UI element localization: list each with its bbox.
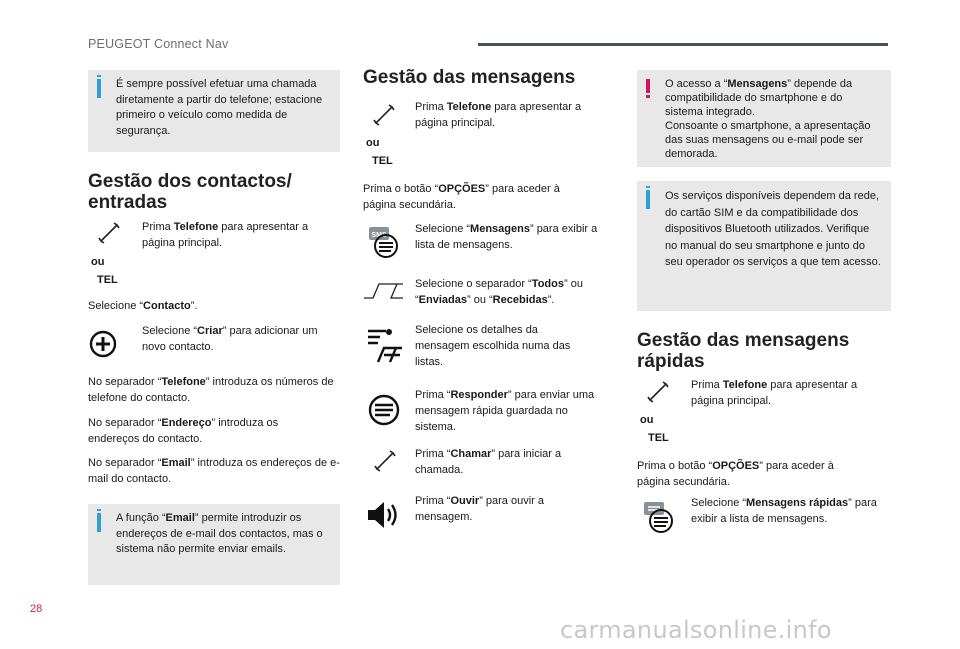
sms-badge-text: SMS — [371, 232, 387, 239]
step-ouvir: Prima “Ouvir” para ouvir a mensagem. — [415, 495, 544, 523]
step-select-quick-messages: Selecione “Mensagens rápidas” para exibir a lista de mensagens. — [691, 497, 877, 525]
warning-icon — [646, 79, 650, 93]
message-details-icon — [366, 326, 404, 364]
select-contacto-text: Selecione “Contacto”. — [88, 300, 198, 312]
info-note-email: A função “Email” permite introduzir os endereços de e-mail dos contactos, mas o sistema não permite enviar emails. — [88, 504, 340, 585]
header-divider — [478, 43, 888, 46]
step-criar: Selecione “Criar” para adicionar um novo contacto. — [142, 325, 318, 353]
step-press-telefone: Prima Telefone para apresentar a página principal. — [415, 101, 582, 129]
section-heading-contacts: Gestão dos contactos/ entradas — [88, 171, 292, 213]
paragraph-telefone-tab: No separador “Telefone” introduza os números de telefone do contacto. — [88, 376, 334, 404]
phone-call-icon — [374, 450, 396, 472]
watermark: carmanualsonline.info — [560, 616, 832, 644]
quick-reply-icon — [366, 393, 402, 427]
speaker-listen-icon — [366, 500, 400, 530]
step-select-details: Selecione os detalhes da mensagem escolhida numa das listas. — [415, 324, 571, 368]
quick-messages-icon — [641, 500, 679, 534]
section-heading-quick-messages: Gestão das mensagens rápidas — [637, 330, 850, 372]
step-select-mensagens: Selecione “Mensagens” para exibir a lista de mensagens. — [415, 223, 598, 251]
tel-button-label: TEL — [648, 432, 669, 444]
add-plus-icon — [89, 330, 117, 358]
page-number: 28 — [30, 603, 43, 615]
info-icon — [646, 190, 650, 209]
info-note-safety: É sempre possível efetuar uma chamada diretamente a partir do telefone; estacione primeiro o veículo como medida de segurança. — [88, 70, 340, 152]
options-button-text: Prima o botão “OPÇÕES” para aceder à página secundária. — [363, 183, 560, 211]
phone-handset-icon — [373, 104, 395, 126]
warning-note-messages: O acesso a “Mensagens” depende da compatibilidade do smartphone e do sistema integrado. Consoante o smartphone, a apresentação das suas mensagens ou e-mail pode ser demorada. — [637, 70, 891, 167]
paragraph-endereco-tab: No separador “Endereço” introduza os endereços do contacto. — [88, 417, 279, 445]
or-label: ou — [640, 414, 654, 426]
phone-handset-icon — [98, 222, 120, 244]
paragraph-email-tab: No separador “Email” introduza os endereços de e-mail do contacto. — [88, 457, 340, 485]
tel-button-label: TEL — [97, 274, 118, 286]
step-responder: Prima “Responder” para enviar uma mensagem rápida guardada no sistema. — [415, 389, 595, 433]
section-heading-messages: Gestão das mensagens — [363, 67, 576, 88]
step-chamar: Prima “Chamar” para iniciar a chamada. — [415, 448, 562, 476]
info-icon — [97, 79, 101, 98]
tab-selector-icon — [363, 282, 405, 300]
phone-handset-icon — [647, 381, 669, 403]
or-label: ou — [366, 137, 380, 149]
step-press-telefone: Prima Telefone para apresentar a página principal. — [142, 221, 309, 249]
sms-messages-icon — [366, 225, 404, 259]
step-press-telefone: Prima Telefone para apresentar a página principal. — [691, 379, 858, 407]
manual-title: PEUGEOT Connect Nav — [88, 37, 229, 51]
tel-button-label: TEL — [372, 155, 393, 167]
info-icon — [97, 513, 101, 532]
step-select-tab: Selecione o separador “Todos” ou “Enviadas” ou “Recebidas”. — [415, 278, 583, 306]
options-button-text: Prima o botão “OPÇÕES” para aceder à página secundária. — [637, 460, 834, 488]
info-note-services: Os serviços disponíveis dependem da rede, do cartão SIM e da compatibilidade dos dispositivos Bluetooth utilizados. Verifique no manual do seu smartphone e junto do seu operador os serviços a que tem acesso. — [637, 181, 891, 311]
or-label: ou — [91, 256, 105, 268]
